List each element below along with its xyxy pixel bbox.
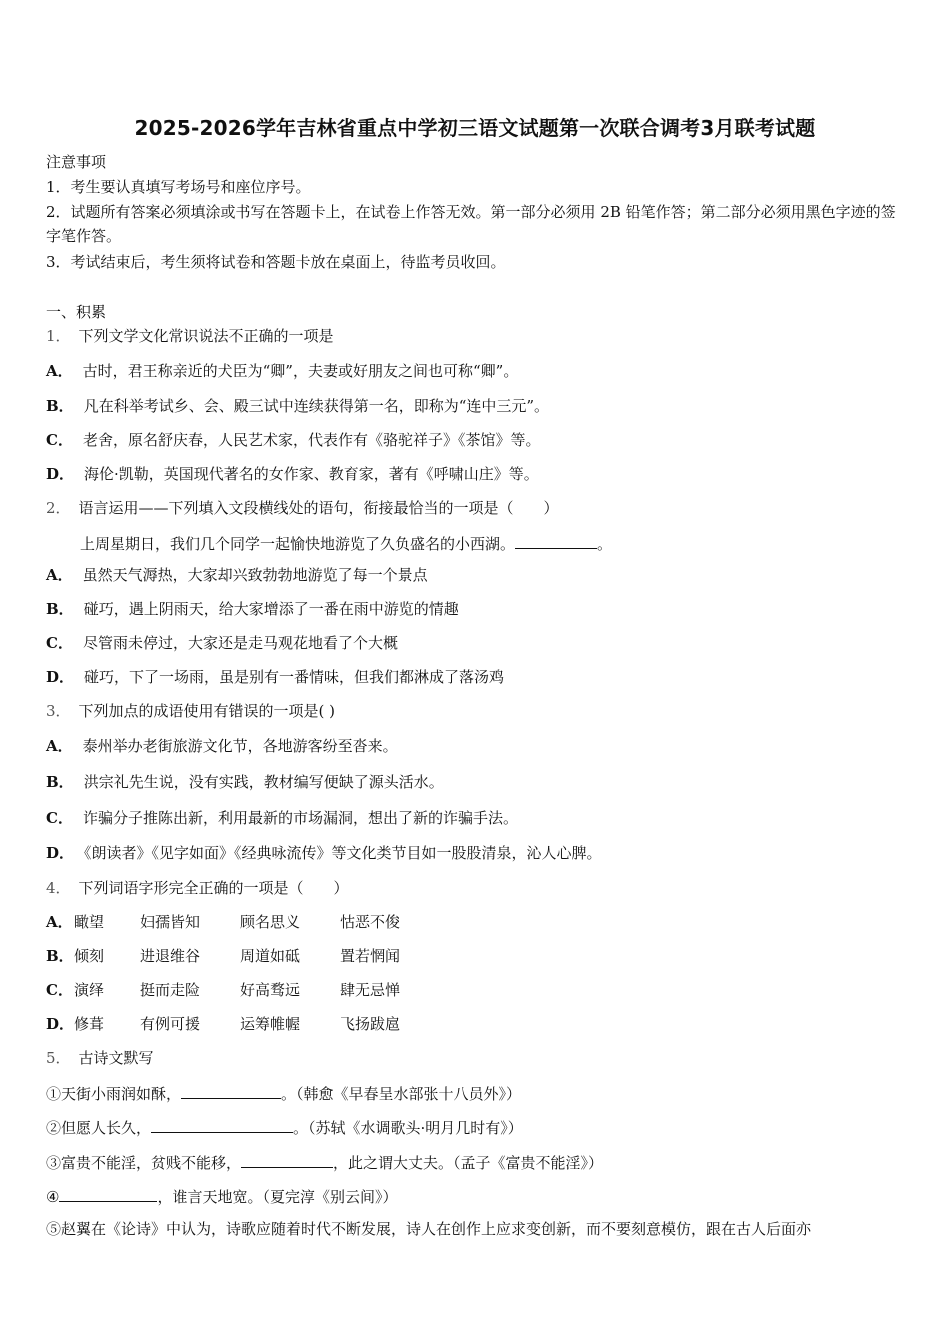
option-text: 海伦·凯勒，英国现代著名的女作家、教育家，著有《呼啸山庄》等。 — [84, 465, 539, 483]
option-label: C． — [46, 431, 73, 449]
q5-item-2 — [46, 1114, 906, 1140]
word: 演绎 — [74, 981, 105, 999]
option-label: C． — [46, 981, 73, 999]
q5-item-5 — [46, 1217, 906, 1241]
notice-item-1: 1．考生要认真填写考场号和座位序号。 — [46, 178, 311, 196]
option-label: A． — [46, 737, 73, 755]
word: 挺而走险 — [140, 981, 201, 999]
q2-option-d[interactable] — [46, 665, 906, 689]
option-label: A． — [46, 362, 73, 380]
q2-option-b[interactable] — [46, 597, 906, 621]
option-label: D． — [46, 465, 75, 483]
q1-option-a[interactable] — [46, 359, 906, 383]
question-2-stem — [46, 496, 906, 520]
option-text: 古时，君王称亲近的犬臣为“卿”，夫妻或好朋友之间也可称“卿”。 — [82, 362, 519, 380]
question-text: 下列词语字形完全正确的一项是（ ） — [78, 879, 349, 897]
item-mark: ② — [46, 1119, 62, 1137]
question-text: 语言运用——下列填入文段横线处的语句，衔接最恰当的一项是（ ） — [78, 499, 559, 517]
item-pre: 但愿人长久， — [61, 1119, 152, 1137]
question-text: 古诗文默写 — [78, 1049, 154, 1067]
item-mark: ① — [46, 1085, 62, 1103]
q4-option-b[interactable] — [46, 944, 906, 968]
notice-item-2: 2．试题所有答案必须填涂或书写在答题卡上，在试卷上作答无效。第一部分必须用 2B 铅笔作答；第二部分必须用黑色字迹的签字笔作答。 — [46, 203, 896, 245]
option-label: D． — [46, 668, 75, 686]
question-number: 1． — [46, 327, 71, 345]
q1-option-b[interactable] — [46, 394, 906, 418]
word: 顾名思义 — [240, 913, 301, 931]
question-3-stem — [46, 699, 906, 723]
question-5-stem — [46, 1046, 906, 1070]
q3-option-d[interactable] — [46, 841, 906, 865]
question-number: 5． — [46, 1049, 71, 1067]
q5-item-3 — [46, 1149, 906, 1175]
word: 进退维谷 — [140, 947, 201, 965]
q4-option-a[interactable] — [46, 910, 906, 934]
item-pre: 天街小雨润如酥， — [61, 1085, 182, 1103]
q2-option-c[interactable] — [46, 631, 906, 655]
option-label: C． — [46, 809, 73, 827]
question-number: 2． — [46, 499, 71, 517]
word: 置若惘闻 — [340, 947, 401, 965]
word: 倾刻 — [74, 947, 105, 965]
word: 运筹帷幄 — [240, 1015, 301, 1033]
q3-option-b[interactable] — [46, 770, 906, 794]
q2-passage — [80, 530, 906, 556]
question-number: 4． — [46, 879, 71, 897]
item-mark: ⑤ — [46, 1220, 62, 1238]
fill-blank[interactable] — [241, 1149, 333, 1168]
item-post: ，谁言天地宽。（夏完淳《别云间》） — [157, 1188, 398, 1206]
passage-text: 上周星期日，我们几个同学一起愉快地游览了久负盛名的小西湖。 — [80, 535, 516, 553]
q2-option-a[interactable] — [46, 563, 906, 587]
option-text: 诈骗分子推陈出新，利用最新的市场漏洞，想出了新的诈骗手法。 — [82, 809, 518, 827]
item-post: 。（苏轼《水调歌头·明月几时有》） — [293, 1119, 523, 1137]
option-text: 碰巧，遇上阴雨天，给大家增添了一番在雨中游览的情趣 — [83, 600, 459, 618]
q4-option-d[interactable] — [46, 1012, 906, 1036]
option-text: 洪宗礼先生说，没有实践，教材编写便缺了源头活水。 — [83, 773, 444, 791]
word: 好高骛远 — [240, 981, 301, 999]
option-text: 凡在科举考试乡、会、殿三试中连续获得第一名，即称为“连中三元”。 — [83, 397, 550, 415]
question-4-stem — [46, 876, 906, 900]
word: 怙恶不俊 — [340, 913, 401, 931]
q5-item-1 — [46, 1080, 906, 1106]
option-label: D． — [46, 844, 75, 862]
word: 飞扬跋扈 — [340, 1015, 401, 1033]
notice-item-3: 3．考试结束后，考生须将试卷和答题卡放在桌面上，待监考员收回。 — [46, 253, 506, 271]
word: 周道如砥 — [240, 947, 301, 965]
fill-blank[interactable] — [181, 1080, 281, 1099]
passage-end: 。 — [597, 535, 613, 553]
word: 瞰望 — [74, 913, 105, 931]
word: 有例可援 — [140, 1015, 201, 1033]
option-text: 老舍，原名舒庆春，人民艺术家，代表作有《骆驼祥子》《茶馆》等。 — [82, 431, 541, 449]
item-pre: 富贵不能淫，贫贱不能移， — [61, 1154, 242, 1172]
option-label: C． — [46, 634, 73, 652]
option-label: A． — [46, 913, 73, 931]
option-text: 泰州举办老街旅游文化节，各地游客纷至沓来。 — [82, 737, 398, 755]
q5-item-4 — [46, 1183, 906, 1209]
option-label: A． — [46, 566, 73, 584]
word: 修葺 — [74, 1015, 105, 1033]
fill-blank[interactable] — [151, 1114, 293, 1133]
question-number: 3． — [46, 702, 71, 720]
q3-option-a[interactable] — [46, 734, 906, 758]
q4-option-c[interactable] — [46, 978, 906, 1002]
q3-option-c[interactable] — [46, 806, 906, 830]
option-label: B． — [46, 947, 74, 965]
item-pre: 赵翼在《论诗》中认为，诗歌应随着时代不断发展，诗人在创作上应求变创新，而不要刻意模仿，跟在古人后面亦 — [61, 1220, 812, 1238]
notice-heading: 注意事项 — [46, 153, 107, 171]
page-title: 2025-2026学年吉林省重点中学初三语文试题第一次联合调考3月联考试题 — [134, 116, 816, 140]
section-heading: 一、积累 — [46, 303, 107, 321]
item-mark: ③ — [46, 1154, 62, 1172]
question-text: 下列加点的成语使用有错误的一项是( ) — [78, 702, 336, 720]
option-label: B． — [46, 600, 74, 618]
q1-option-d[interactable] — [46, 462, 906, 486]
option-label: D． — [46, 1015, 75, 1033]
fill-blank[interactable] — [515, 530, 597, 549]
item-mark: ④ — [46, 1188, 60, 1206]
word: 肆无忌惮 — [340, 981, 401, 999]
word: 妇孺皆知 — [140, 913, 201, 931]
q1-option-c[interactable] — [46, 428, 906, 452]
option-text: 尽管雨未停过，大家还是走马观花地看了个大概 — [82, 634, 398, 652]
option-text: 虽然天气溽热，大家却兴致勃勃地游览了每一个景点 — [82, 566, 428, 584]
item-post: 。（韩愈《早春呈水部张十八员外》） — [281, 1085, 522, 1103]
option-label: B． — [46, 397, 74, 415]
question-1-stem — [46, 324, 906, 348]
option-text: 碰巧，下了一场雨，虽是别有一番情味，但我们都淋成了落汤鸡 — [84, 668, 505, 686]
option-text: 《朗读者》《见字如面》《经典咏流传》等文化类节目如一股股清泉，沁人心脾。 — [84, 844, 602, 862]
question-text: 下列文学文化常识说法不正确的一项是 — [78, 327, 334, 345]
fill-blank[interactable] — [59, 1183, 157, 1202]
option-label: B． — [46, 773, 74, 791]
item-post: ，此之谓大丈夫。（孟子《富贵不能淫》） — [333, 1154, 604, 1172]
